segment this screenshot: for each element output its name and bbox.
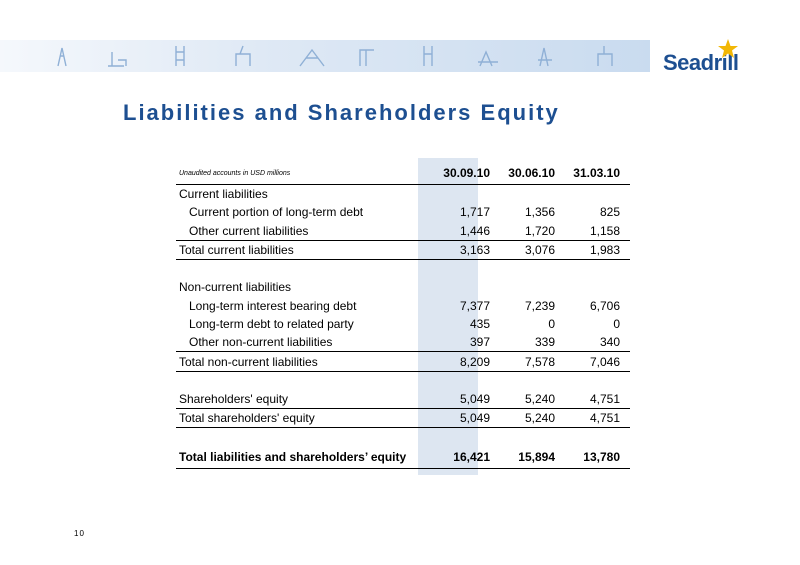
cell-value: 4,751 — [561, 408, 630, 427]
cell-value: 1,983 — [561, 240, 630, 259]
spacer-row — [176, 371, 630, 390]
table-row-total — [176, 240, 630, 259]
cell-value: 7,377 — [459, 298, 490, 313]
row-label: Non-current liabilities — [179, 280, 292, 295]
table-row — [176, 315, 630, 333]
cell-value: 5,240 — [496, 408, 561, 427]
cell-value — [561, 185, 630, 204]
row-label: Current portion of long-term debt — [189, 205, 364, 220]
cell-value: 1,720 — [524, 223, 555, 238]
cell-value: 340 — [599, 335, 620, 350]
row-label: Other current liabilities — [189, 223, 309, 238]
logo-text: Seadrill — [663, 50, 739, 75]
cell-value: 397 — [469, 335, 490, 350]
cell-value: 1,356 — [524, 205, 555, 220]
table-row — [176, 203, 630, 221]
page-title: Liabilities and Shareholders Equity — [123, 100, 560, 125]
seadrill-logo — [663, 44, 773, 76]
row-label: Total shareholders' equity — [176, 408, 431, 427]
row-label: Shareholders' equity — [179, 391, 289, 406]
table-header-row — [176, 162, 630, 185]
cell-value: 3,163 — [431, 240, 496, 259]
liabilities-table — [176, 162, 630, 469]
table-row — [176, 278, 630, 296]
cell-value — [561, 278, 630, 296]
cell-value: 825 — [599, 205, 620, 220]
cell-value: 3,076 — [496, 240, 561, 259]
cell-value — [496, 185, 561, 204]
row-label: Total non-current liabilities — [176, 352, 431, 371]
cell-value: 16,421 — [431, 446, 496, 469]
column-header: 30.09.10 — [431, 162, 496, 185]
row-label: Current liabilities — [179, 187, 268, 202]
spacer-row — [176, 260, 630, 279]
table-row — [176, 333, 630, 352]
row-label: Total liabilities and shareholders’ equity — [176, 446, 431, 469]
cell-value: 15,894 — [496, 446, 561, 469]
cell-value: 7,578 — [496, 352, 561, 371]
cell-value: 1,717 — [459, 205, 490, 220]
cell-value: 6,706 — [589, 298, 620, 313]
cell-value: 5,049 — [431, 408, 496, 427]
star-icon — [717, 38, 739, 60]
table-caption: Unaudited accounts in USD millions — [176, 162, 431, 185]
cell-value: 7,239 — [524, 298, 555, 313]
cell-value: 0 — [548, 316, 555, 331]
cell-value — [431, 185, 496, 204]
cell-value — [496, 278, 561, 296]
page-number: 10 — [74, 529, 85, 538]
row-label: Total current liabilities — [176, 240, 431, 259]
cell-value: 7,046 — [561, 352, 630, 371]
cell-value: 1,158 — [589, 223, 620, 238]
cell-value: 5,049 — [459, 391, 490, 406]
column-header: 30.06.10 — [496, 162, 561, 185]
cell-value — [431, 278, 496, 296]
table-row — [176, 390, 630, 409]
cell-value: 5,240 — [524, 391, 555, 406]
row-label: Other non-current liabilities — [189, 335, 333, 350]
cell-value: 435 — [469, 316, 490, 331]
rig-silhouettes — [0, 40, 650, 72]
table-row-total — [176, 352, 630, 371]
row-label: Long-term debt to related party — [189, 316, 354, 331]
row-label: Long-term interest bearing debt — [189, 298, 357, 313]
cell-value: 4,751 — [589, 391, 620, 406]
table-row — [176, 185, 630, 204]
table-row-grand-total — [176, 446, 630, 469]
column-header: 31.03.10 — [561, 162, 630, 185]
cell-value: 339 — [534, 335, 555, 350]
cell-value: 1,446 — [459, 223, 490, 238]
table-row — [176, 222, 630, 241]
header-banner — [0, 40, 650, 72]
table-row — [176, 296, 630, 314]
cell-value: 13,780 — [561, 446, 630, 469]
cell-value: 8,209 — [431, 352, 496, 371]
table-row-total — [176, 408, 630, 427]
cell-value: 0 — [613, 316, 620, 331]
spacer-row — [176, 428, 630, 447]
